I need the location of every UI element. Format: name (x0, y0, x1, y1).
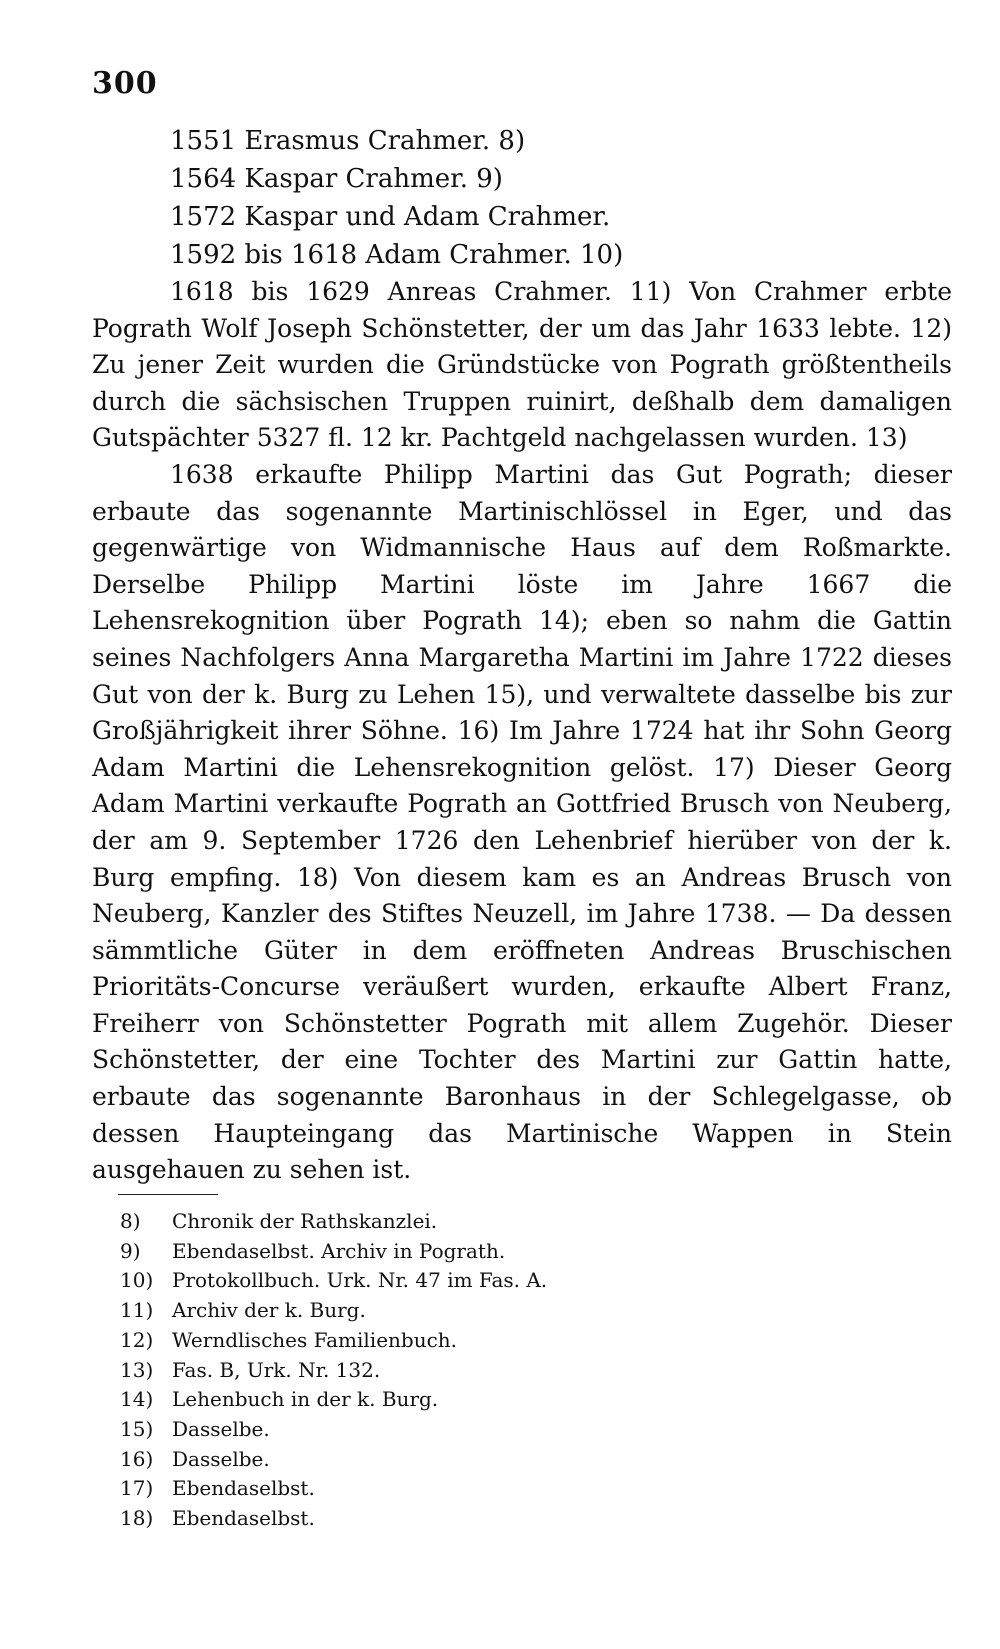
owner-entry: 1592 bis 1618 Adam Crahmer. 10) (170, 240, 624, 270)
footnote-number: 18) (120, 1506, 154, 1531)
footnote-text: Protokollbuch. Urk. Nr. 47 im Fas. A. (172, 1268, 548, 1293)
footnote-number: 15) (120, 1416, 154, 1441)
main-text (92, 274, 952, 1189)
footnote-item (120, 1474, 820, 1504)
paragraph: 1638 erkaufte Philipp Martini das Gut Pograth; dieser erbaute das sogenannte Martinischlössel in Eger, und das gegenwärtige von Widmannische Haus auf dem Roßmarkte. Derselbe Philipp Martini löste im Jahre 1667 die Lehensrekognition über Pograth 14); eben so nahm die Gattin seines Nachfolgers Anna Margaretha Martini im Jahre 1722 dieses Gut von der k. Burg zu Lehen 15), und verwaltete dasselbe bis zur Großjährigkeit ihrer Söhne. 16) Im Jahre 1724 hat ihr Sohn Georg Adam Martini die Lehensrekognition gelöst. 17) Dieser Georg Adam Martini verkaufte Pograth an Gottfried Brusch von Neuberg, der am 9. September 1726 den Lehenbrief hierüber von der k. Burg empfing. 18) Von diesem kam es an Andreas Brusch von Neuberg, Kanzler des Stiftes Neuzell, im Jahre 1738. — Da dessen sämmtliche Güter in dem eröffneten Andreas Bruschischen Prioritäts-Concurse veräußert wurden, erkaufte Albert Franz, Freiherr von Schönstetter Pograth mit allem Zugehör. Dieser Schönstetter, der eine Tochter des Martini zur Gattin hatte, erbaute das sogenannte Baronhaus in der Schlegelgasse, ob dessen Haupteingang das Martinische Wappen in Stein ausgehauen zu sehen ist. (92, 459, 952, 1185)
owner-entry: 1564 Kaspar Crahmer. 9) (170, 164, 503, 194)
footnote-number: 14) (120, 1387, 154, 1412)
footnote-number: 17) (120, 1476, 154, 1501)
footnote-item (120, 1445, 820, 1475)
footnote-item (120, 1504, 820, 1534)
footnote-number: 11) (120, 1298, 154, 1323)
footnote-item (120, 1296, 820, 1326)
owner-entry: 1551 Erasmus Crahmer. 8) (170, 126, 526, 156)
footnote-text: Dasselbe. (172, 1446, 270, 1471)
owner-list (92, 122, 954, 274)
footnote-text: Dasselbe. (172, 1416, 270, 1441)
footnote-item (120, 1237, 820, 1267)
footnote-number: 16) (120, 1446, 154, 1471)
footnote-text: Werndlisches Familienbuch. (172, 1327, 458, 1352)
footnote-text: Ebendaselbst. (172, 1506, 315, 1531)
page-number: 300 (92, 66, 158, 101)
footnote-list (120, 1207, 820, 1534)
footnote-item (120, 1266, 820, 1296)
footnote-number: 10) (120, 1268, 154, 1293)
footnote-item (120, 1415, 820, 1445)
footnote-text: Ebendaselbst. (172, 1476, 315, 1501)
footnote-text: Archiv der k. Burg. (172, 1298, 366, 1323)
footnote-number: 9) (120, 1238, 141, 1263)
footnote-text: Lehenbuch in der k. Burg. (172, 1387, 439, 1412)
footnote-text: Chronik der Rathskanzlei. (172, 1209, 438, 1233)
owner-entry: 1572 Kaspar und Adam Crahmer. (170, 202, 611, 232)
footnote-text: Ebendaselbst. Archiv in Pograth. (172, 1238, 506, 1263)
footnote-item (120, 1326, 820, 1356)
footnote-divider (118, 1194, 218, 1195)
footnote-number: 12) (120, 1327, 154, 1352)
footnote-item (120, 1356, 820, 1386)
paragraph: 1618 bis 1629 Anreas Crahmer. 11) Von Crahmer erbte Pograth Wolf Joseph Schönstetter, der um das Jahr 1633 lebte. 12) Zu jener Zeit wurden die Gründstücke von Pograth größtentheils durch die sächsischen Truppen ruinirt, deßhalb dem damaligen Gutspächter 5327 fl. 12 kr. Pachtgeld nachgelassen wurden. 13) (92, 277, 952, 453)
footnote-item (120, 1207, 820, 1237)
footnote-number: 13) (120, 1357, 154, 1382)
footnote-number: 8) (120, 1209, 141, 1233)
footnote-text: Fas. B, Urk. Nr. 132. (172, 1357, 381, 1382)
footnote-item (120, 1385, 820, 1415)
